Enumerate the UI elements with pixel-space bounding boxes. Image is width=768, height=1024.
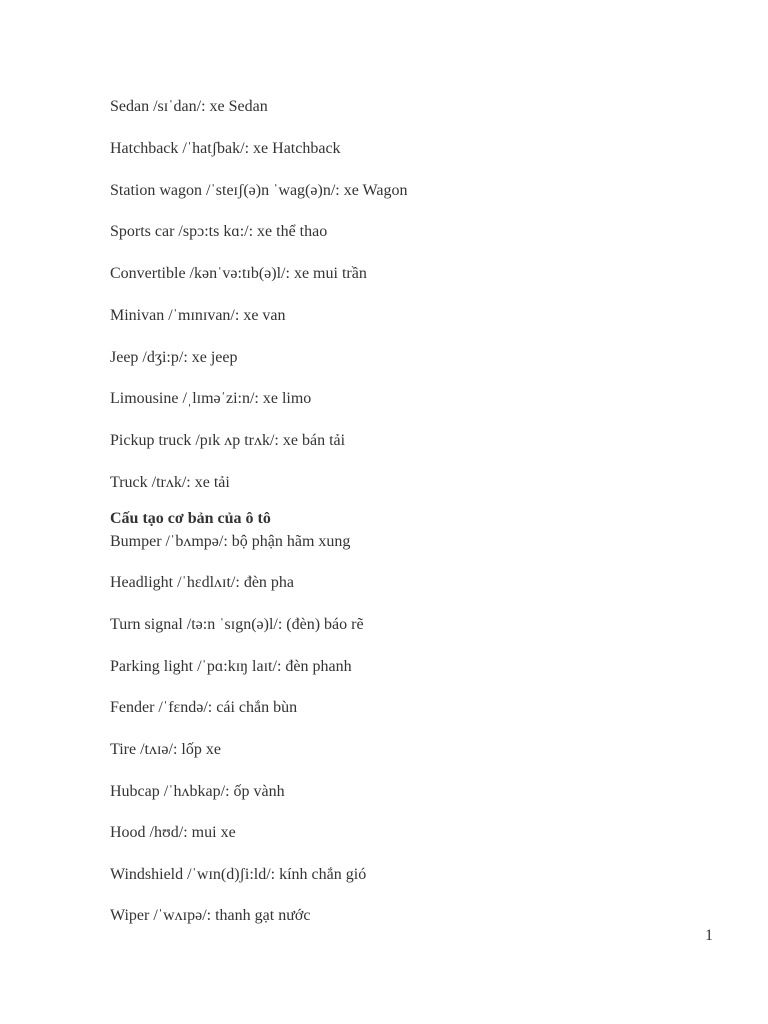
vocab-line-headlight: Headlight /ˈhɛdlʌɪt/: đèn pha — [110, 574, 295, 591]
vocab-line-station-wagon: Station wagon /ˈsteɪʃ(ə)n ˈwag(ə)n/: xe Wagon — [110, 182, 408, 199]
vocab-line-truck: Truck /trʌk/: xe tải — [110, 474, 230, 491]
vocab-line-minivan: Minivan /ˈmɪnɪvan/: xe van — [110, 307, 286, 324]
vocab-line-fender: Fender /ˈfɛndə/: cái chắn bùn — [110, 699, 298, 716]
vocab-line-wiper: Wiper /ˈwʌɪpə/: thanh gạt nước — [110, 907, 311, 924]
section-heading: Cấu tạo cơ bản của ô tô — [110, 510, 271, 527]
vocab-line-convertible: Convertible /kənˈvə:tɪb(ə)l/: xe mui trần — [110, 265, 367, 282]
vocab-line-hood: Hood /hʊd/: mui xe — [110, 824, 236, 841]
vocab-line-parking-light: Parking light /ˈpɑ:kɪŋ laɪt/: đèn phanh — [110, 658, 352, 675]
vocab-line-bumper: Bumper /ˈbʌmpə/: bộ phận hãm xung — [110, 533, 351, 550]
page-number: 1 — [705, 927, 713, 944]
vocab-line-hatchback: Hatchback /ˈhatʃbak/: xe Hatchback — [110, 140, 341, 157]
vocab-line-windshield: Windshield /ˈwɪn(d)ʃi:ld/: kính chắn gió — [110, 866, 367, 883]
vocab-line-sedan: Sedan /sɪˈdan/: xe Sedan — [110, 98, 268, 115]
vocab-line-tire: Tire /tʌɪə/: lốp xe — [110, 741, 221, 758]
vocab-line-pickup-truck: Pickup truck /pɪk ʌp trʌk/: xe bán tải — [110, 432, 346, 449]
vocab-line-limousine: Limousine /ˌlɪməˈzi:n/: xe limo — [110, 390, 312, 407]
vocab-line-sports-car: Sports car /spɔ:ts kɑ:/: xe thể thao — [110, 223, 328, 240]
vocab-line-turn-signal: Turn signal /tə:n ˈsɪgn(ə)l/: (đèn) báo rẽ — [110, 616, 364, 633]
vocab-line-hubcap: Hubcap /ˈhʌbkap/: ốp vành — [110, 783, 285, 800]
vocab-line-jeep: Jeep /dʒi:p/: xe jeep — [110, 349, 238, 366]
